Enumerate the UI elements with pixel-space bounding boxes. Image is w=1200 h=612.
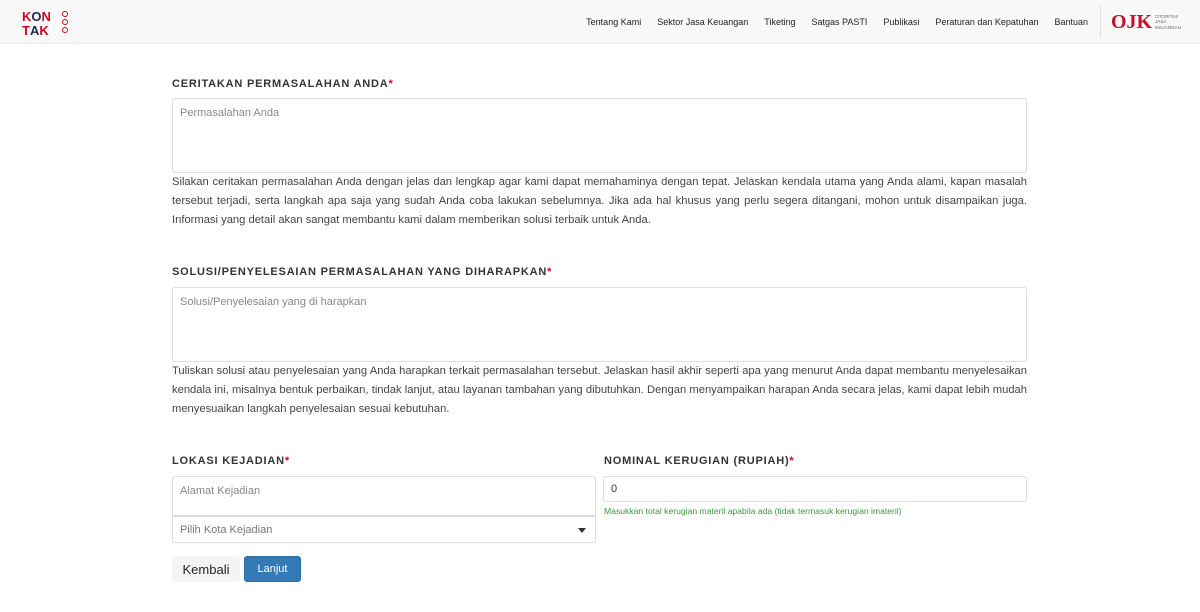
city-select-value: Pilih Kota Kejadian (180, 523, 273, 536)
ojk-sub-line: KEUANGAN (1155, 24, 1181, 30)
required-mark: * (547, 266, 553, 278)
problem-label: CERITAKAN PERMASALAHAN ANDA* (172, 78, 394, 90)
city-select[interactable] (172, 516, 596, 543)
next-button[interactable]: Lanjut (244, 556, 301, 582)
logo-letter: A (29, 22, 40, 38)
nav-tiketing[interactable]: Tiketing (764, 17, 796, 27)
problem-textarea[interactable] (172, 98, 1027, 173)
logo-letter: O (31, 8, 42, 24)
location-label: LOKASI KEJADIAN* (172, 455, 290, 467)
nav-bantuan[interactable]: Bantuan (1054, 17, 1088, 27)
nav-tentang-kami[interactable]: Tentang Kami (586, 17, 642, 27)
back-button[interactable]: Kembali (172, 556, 240, 582)
loss-hint-text: Masukkan total kerugian materil apabila ada (tidak termasuk kerugian imateril) (604, 506, 902, 516)
logo-letter: K (22, 8, 32, 24)
kontak-logo[interactable] (22, 9, 72, 37)
loss-amount-input[interactable] (603, 476, 1027, 502)
logo-letter: T (22, 22, 30, 38)
navbar (0, 0, 1200, 44)
logo-letter: K (39, 22, 49, 38)
loss-label: NOMINAL KERUGIAN (RUPIAH)* (604, 455, 795, 467)
required-mark: * (284, 455, 290, 467)
ojk-mark: OJK (1111, 11, 1153, 33)
ojk-logo[interactable] (1100, 6, 1180, 38)
required-mark: * (789, 455, 795, 467)
address-textarea[interactable] (172, 476, 596, 516)
required-mark: * (388, 78, 394, 90)
ojk-sub-line: OTORITAS (1155, 13, 1179, 19)
caret-down-icon (578, 528, 586, 533)
solution-label: SOLUSI/PENYELESAIAN PERMASALAHAN YANG DIHARAPKAN* (172, 266, 553, 278)
ojk-subtitle (1155, 14, 1181, 31)
logo-letter: N (41, 8, 51, 24)
nav-satgas-pasti[interactable]: Satgas PASTI (811, 17, 868, 27)
logo-dots-icon (62, 11, 71, 35)
nav-peraturan[interactable]: Peraturan dan Kepatuhan (935, 17, 1039, 27)
nav-sektor-jasa-keuangan[interactable]: Sektor Jasa Keuangan (657, 17, 749, 27)
ojk-sub-line: JASA (1155, 19, 1167, 25)
nav-publikasi[interactable]: Publikasi (883, 17, 920, 27)
solution-textarea[interactable] (172, 287, 1027, 362)
main-menu (570, 0, 1088, 44)
solution-help-text: Tuliskan solusi atau penyelesaian yang Anda harapkan terkait permasalahan tersebut. Jelaskan hasil akhir seperti apa yang menurut Anda dapat membantu menyelesaikan kendala ini, misalnya bentuk perbaikan, tindak lanjut, atau layanan tambahan yang dibutuhkan. Dengan menyampaikan harapan Anda secara jelas, kami dapat lebih mudah menyesuaikan langkah penyelesaian sesuai kebutuhan. (172, 365, 1027, 415)
problem-help-text: Silakan ceritakan permasalahan Anda dengan jelas dan lengkap agar kami dapat memahaminya dengan tepat. Jelaskan kendala utama yang Anda alami, kapan masalah tersebut terjadi, serta langkah apa saja yang sudah Anda coba lakukan sebelumnya. Jika ada hal khusus yang perlu segera ditangani, mohon untuk disampaikan juga. Informasi yang detail akan sangat membantu kami dalam memberikan solusi terbaik untuk Anda. (172, 176, 1027, 226)
